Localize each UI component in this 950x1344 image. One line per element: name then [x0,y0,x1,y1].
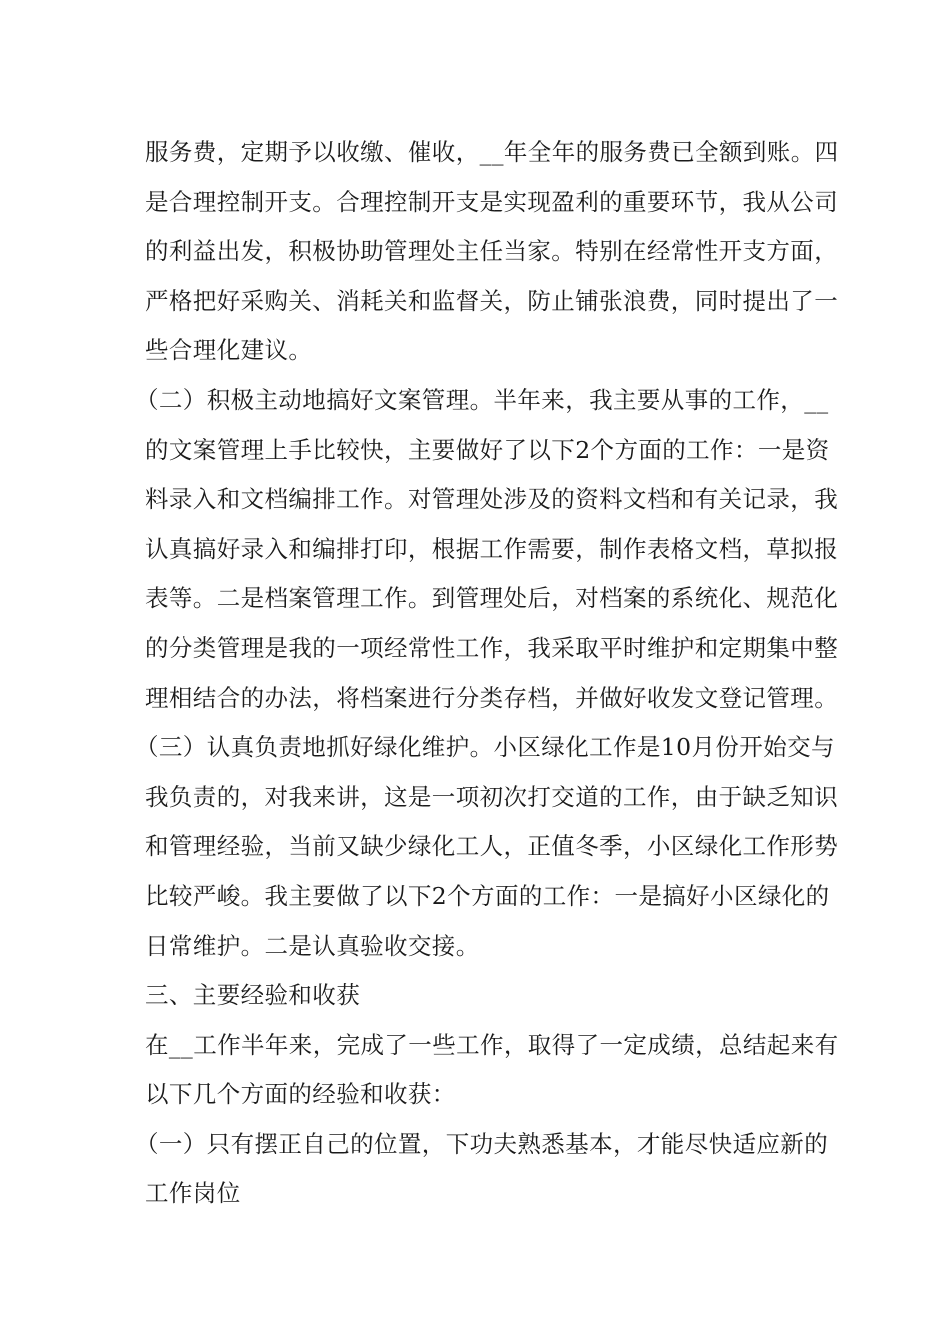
text-line: 理相结合的办法，将档案进行分类存档，并做好收发文登记管理。 [145,683,839,712]
text-line: 严格把好采购关、消耗关和监督关，防止铺张浪费，同时提出了一 [145,286,839,315]
document-body [135,128,839,1219]
text-line: 些合理化建议。 [145,336,313,365]
text-line: 是合理控制开支。合理控制开支是实现盈利的重要环节，我从公司 [145,187,839,216]
text-line: 表等。二是档案管理工作。到管理处后，对档案的系统化、规范化 [145,584,839,613]
text-line: 以下几个方面的经验和收获： [145,1080,456,1109]
text-line: 工作岗位 [145,1179,241,1208]
section-heading-3: （三）认真负责地抓好绿化维护。小区绿化工作是10月份开始交与 [135,733,835,762]
section-heading-2: （二）积极主动地搞好文案管理。半年来，我主要从事的工作，__ [135,385,829,414]
section-heading-1: （一）只有摆正自己的位置，下功夫熟悉基本，才能尽快适应新的 [135,1129,829,1158]
text-line: 的利益出发，积极协助管理处主任当家。特别在经常性开支方面， [145,237,839,266]
text-line: 和管理经验，当前又缺少绿化工人，正值冬季，小区绿化工作形势 [145,832,839,861]
text-line: 的分类管理是我的一项经常性工作，我采取平时维护和定期集中整 [145,633,839,662]
text-line: 料录入和文档编排工作。对管理处涉及的资料文档和有关记录，我 [145,485,839,514]
chapter-heading: 三、主要经验和收获 [145,981,361,1010]
text-line: 认真搞好录入和编排打印，根据工作需要，制作表格文档，草拟报 [145,534,839,563]
text-line: 在__工作半年来，完成了一些工作，取得了一定成绩，总结起来有 [145,1030,839,1059]
text-line: 日常维护。二是认真验收交接。 [145,931,480,960]
text-line: 的文案管理上手比较快，主要做好了以下2个方面的工作：一是资 [145,435,830,464]
text-line: 服务费，定期予以收缴、催收，__年全年的服务费已全额到账。四 [145,138,839,166]
text-line: 比较严峻。我主要做了以下2个方面的工作：一是搞好小区绿化的 [145,881,830,910]
text-line: 我负责的，对我来讲，这是一项初次打交道的工作，由于缺乏知识 [145,782,839,811]
